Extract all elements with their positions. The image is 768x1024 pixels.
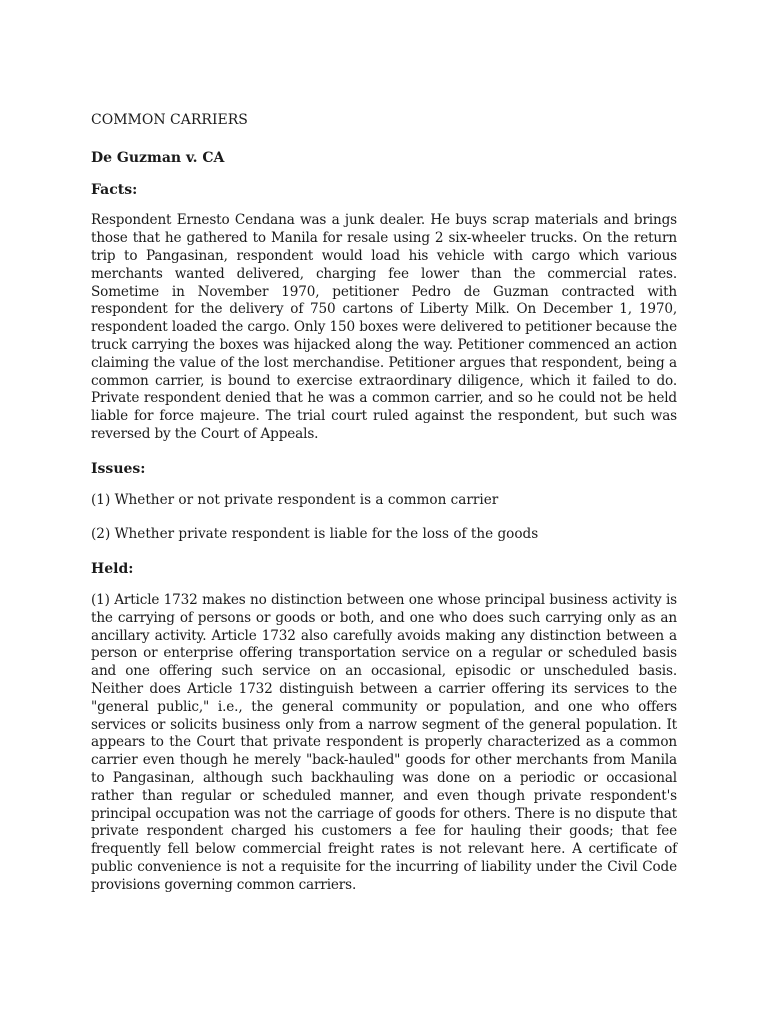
issue-item-1: (1) Whether or not private respondent is a common carrier — [91, 491, 499, 508]
held-paragraph: (1) Article 1732 makes no distinction between one whose principal business activity is the carrying of persons or goods or both, and one who does such carrying only as an ancillary activity. Article 1732 also carefully avoids making any distinction between a person or enterprise offering transportation service on a regular or scheduled basis and one offering such service on an occasional, episodic or unscheduled basis. Neither does Article 1732 distinguish between a carrier offering its services to the "general public," i.e., the general community or population, and one who offers services or solicits business only from a narrow segment of the general population. It appears to the Court that private respondent is properly characterized as a common carrier even though he merely "back-hauled" goods for other merchants from Manila to Pangasinan, although such backhauling was done on a periodic or occasional rather than regular or scheduled manner, and even though private respondent's principal occupation was not the carriage of goods for others. There is no dispute that private respondent charged his customers a fee for hauling their goods; that fee frequently fell below commercial freight rates is not relevant here. A certificate of public convenience is not a requisite for the incurring of liability under the Civil Code provisions governing common carriers. — [91, 591, 677, 893]
facts-paragraph: Respondent Ernesto Cendana was a junk dealer. He buys scrap materials and brings those that he gathered to Manila for resale using 2 six-wheeler trucks. On the return trip to Pangasinan, respondent would load his vehicle with cargo which various merchants wanted delivered, charging fee lower than the commercial rates. Sometime in November 1970, petitioner Pedro de Guzman contracted with respondent for the delivery of 750 cartons of Liberty Milk. On December 1, 1970, respondent loaded the cargo. Only 150 boxes were delivered to petitioner because the truck carrying the boxes was hijacked along the way. Petitioner commenced an action claiming the value of the lost merchandise. Petitioner argues that respondent, being a common carrier, is bound to exercise extraordinary diligence, which it failed to do. Private respondent denied that he was a common carrier, and so he could not be held liable for force majeure. The trial court ruled against the respondent, but such was reversed by the Court of Appeals. — [91, 212, 677, 442]
issues-label: Issues: — [91, 460, 146, 477]
facts-label: Facts: — [91, 181, 138, 198]
held-label: Held: — [91, 561, 134, 578]
document-heading: COMMON CARRIERS — [91, 112, 248, 128]
document-page — [91, 112, 677, 911]
issue-item-2: (2) Whether private respondent is liable for the loss of the goods — [91, 526, 539, 543]
case-name: De Guzman v. CA — [91, 149, 225, 166]
